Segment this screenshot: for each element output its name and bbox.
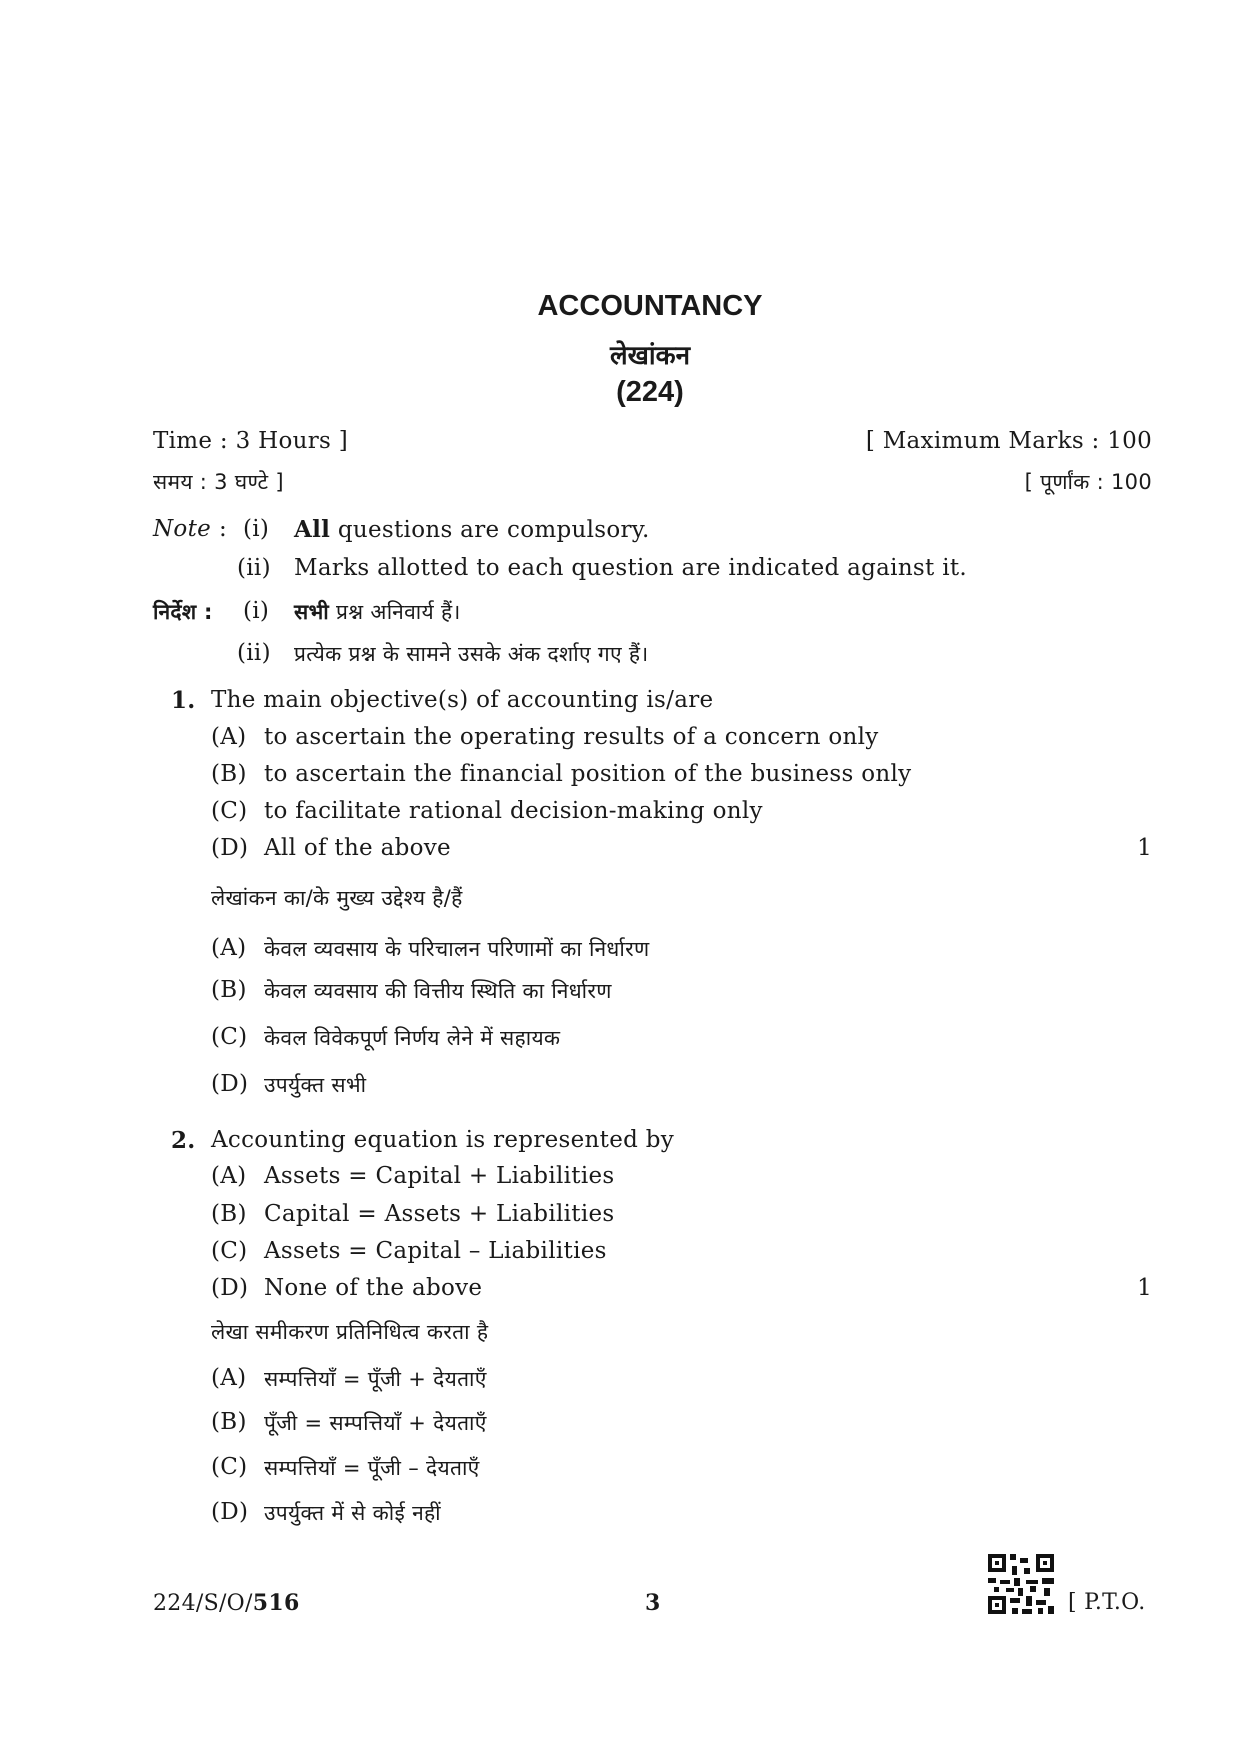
max-marks-hi: [ पूर्णांक : 100 — [1024, 470, 1152, 494]
q2-option-a-text: Assets = Capital + Liabilities — [264, 1163, 615, 1189]
q2-option-b-label: (B) — [211, 1201, 247, 1227]
q2-hi-option-a-label: (A) — [211, 1365, 247, 1391]
note-hi-item-1-text: प्रश्न अनिवार्य हैं। — [335, 600, 461, 624]
note-label: Note — [153, 516, 212, 542]
q1-hi-option-d-label: (D) — [211, 1071, 249, 1097]
q2-hi-option-c-label: (C) — [211, 1454, 248, 1480]
question-2-stem-hi: लेखा समीकरण प्रतिनिधित्व करता है — [211, 1320, 489, 1344]
qr-code-icon — [988, 1554, 1054, 1614]
note-item-1-num: (i) — [243, 516, 270, 542]
q2-option-b-text: Capital = Assets + Liabilities — [264, 1201, 615, 1227]
q2-marks: 1 — [1137, 1275, 1152, 1301]
max-marks-en: [ Maximum Marks : 100 — [865, 428, 1152, 454]
q1-hi-option-b-text: केवल व्यवसाय की वित्तीय स्थिति का निर्धारण — [264, 979, 612, 1003]
q1-hi-option-a-text: केवल व्यवसाय के परिचालन परिणामों का निर्धारण — [264, 937, 650, 961]
pto-label: [ P.T.O. — [1068, 1590, 1146, 1615]
question-1-stem-hi: लेखांकन का/के मुख्य उद्देश्य है/हैं — [211, 886, 463, 910]
q1-hi-option-d-text: उपर्युक्त सभी — [264, 1073, 367, 1097]
note-label-hi: निर्देश : — [153, 600, 213, 624]
note-item-1 — [294, 516, 650, 543]
q2-option-c-label: (C) — [211, 1238, 248, 1264]
q1-option-b-label: (B) — [211, 761, 247, 787]
q1-option-c-label: (C) — [211, 798, 248, 824]
q2-hi-option-b-text: पूँजी = सम्पत्तियाँ + देयताएँ — [264, 1411, 487, 1435]
q1-option-a-label: (A) — [211, 724, 247, 750]
question-1-number: 1. — [171, 687, 196, 714]
q2-hi-option-d-text: उपर्युक्त में से कोई नहीं — [264, 1501, 441, 1525]
q1-option-d-text: All of the above — [264, 835, 451, 861]
subject-code: (224) — [616, 376, 684, 408]
q1-option-a-text: to ascertain the operating results of a concern only — [264, 724, 879, 750]
q1-option-d-label: (D) — [211, 835, 249, 861]
q1-hi-option-a-label: (A) — [211, 935, 247, 961]
note-hi-item-1-bold: सभी — [294, 600, 329, 624]
q2-hi-option-d-label: (D) — [211, 1499, 249, 1525]
question-2-stem-en: Accounting equation is represented by — [211, 1127, 675, 1153]
q1-option-b-text: to ascertain the financial position of the business only — [264, 761, 912, 787]
note-hi-item-1 — [294, 598, 461, 626]
q2-option-a-label: (A) — [211, 1163, 247, 1189]
q1-hi-option-c-label: (C) — [211, 1024, 248, 1050]
paper-code — [153, 1590, 300, 1616]
q2-option-c-text: Assets = Capital – Liabilities — [264, 1238, 607, 1264]
note-hi-item-2-text: प्रत्येक प्रश्न के सामने उसके अंक दर्शाए गए हैं। — [294, 642, 649, 666]
note-colon: : — [219, 516, 228, 542]
time-hi: समय : 3 घण्टे ] — [153, 470, 284, 494]
q2-hi-option-a-text: सम्पत्तियाँ = पूँजी + देयताएँ — [264, 1367, 487, 1391]
paper-code-bold: 516 — [252, 1590, 300, 1616]
q2-hi-option-c-text: सम्पत्तियाँ = पूँजी – देयताएँ — [264, 1456, 480, 1480]
q1-option-c-text: to facilitate rational decision-making only — [264, 798, 763, 824]
note-item-2-text: Marks allotted to each question are indicated against it. — [294, 555, 968, 581]
subject-title-hi: लेखांकन — [609, 341, 691, 371]
paper-code-prefix: 224/S/O/ — [153, 1591, 253, 1616]
q2-hi-option-b-label: (B) — [211, 1409, 247, 1435]
question-2-number: 2. — [171, 1127, 196, 1154]
note-hi-item-2-num: (ii) — [237, 640, 271, 666]
question-1-stem-en: The main objective(s) of accounting is/are — [211, 687, 714, 713]
note-item-1-text: questions are compulsory. — [337, 517, 650, 543]
q1-marks: 1 — [1137, 835, 1152, 861]
q2-option-d-text: None of the above — [264, 1275, 483, 1301]
subject-title-en: ACCOUNTANCY — [537, 290, 763, 322]
note-item-1-bold: All — [294, 516, 331, 543]
q2-option-d-label: (D) — [211, 1275, 249, 1301]
note-hi-item-1-num: (i) — [243, 598, 270, 624]
page-number: 3 — [645, 1590, 661, 1616]
note-item-2-num: (ii) — [237, 555, 271, 581]
q1-hi-option-b-label: (B) — [211, 977, 247, 1003]
q1-hi-option-c-text: केवल विवेकपूर्ण निर्णय लेने में सहायक — [264, 1026, 561, 1050]
time-en: Time : 3 Hours ] — [153, 428, 349, 454]
